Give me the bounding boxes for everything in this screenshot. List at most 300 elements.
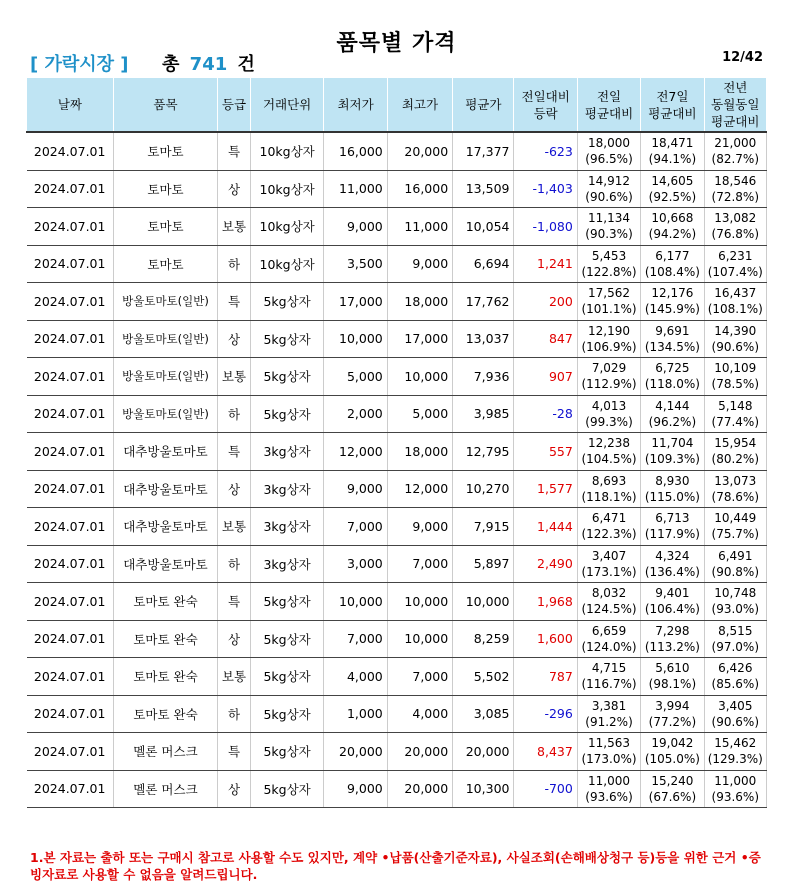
table-row <box>27 170 767 208</box>
prev-day-value: 11,563 <box>588 736 631 751</box>
cell-max-price: 17,000 <box>387 320 452 358</box>
cell-prev-7day <box>641 508 704 546</box>
cell-prev-day <box>577 733 640 771</box>
cell-date: 2024.07.01 <box>27 545 114 583</box>
prev-day-pct: (124.0%) <box>581 639 637 654</box>
cell-item: 멜론 머스크 <box>113 770 217 808</box>
table-row <box>27 245 767 283</box>
cell-grade: 보통 <box>218 208 251 246</box>
cell-prev-day <box>577 470 640 508</box>
table-row <box>27 132 767 170</box>
cell-min-price: 12,000 <box>324 433 387 471</box>
cell-prev-day <box>577 320 640 358</box>
prev-7day-value: 3,994 <box>655 698 690 713</box>
prev-day-value: 11,134 <box>588 211 631 226</box>
prev-7day-pct: (136.4%) <box>644 564 700 579</box>
cell-min-price: 9,000 <box>324 470 387 508</box>
cell-grade: 하 <box>218 395 251 433</box>
prev-7day-pct: (117.9%) <box>644 527 700 542</box>
column-header: 전년 동월동일 평균대비 <box>704 78 766 133</box>
cell-avg-price: 20,000 <box>453 733 514 771</box>
prev-year-pct: (97.0%) <box>711 639 760 654</box>
cell-grade: 특 <box>218 132 251 170</box>
prev-year-pct: (107.4%) <box>707 264 763 279</box>
cell-prev-year <box>704 208 766 246</box>
cell-unit: 5kg상자 <box>250 283 324 321</box>
table-row <box>27 358 767 396</box>
cell-max-price: 18,000 <box>387 433 452 471</box>
cell-avg-price: 7,936 <box>453 358 514 396</box>
cell-min-price: 4,000 <box>324 658 387 696</box>
cell-grade: 하 <box>218 245 251 283</box>
prev-year-value: 6,231 <box>718 248 753 263</box>
cell-prev-day <box>577 433 640 471</box>
cell-prev-7day <box>641 208 704 246</box>
table-row <box>27 695 767 733</box>
cell-prev-day <box>577 358 640 396</box>
cell-unit: 5kg상자 <box>250 770 324 808</box>
prev-day-pct: (124.5%) <box>581 602 637 617</box>
cell-grade: 특 <box>218 583 251 621</box>
cell-grade: 하 <box>218 545 251 583</box>
cell-item: 토마토 <box>113 208 217 246</box>
prev-7day-value: 6,177 <box>655 248 690 263</box>
cell-unit: 5kg상자 <box>250 395 324 433</box>
cell-prev-year <box>704 283 766 321</box>
prev-year-pct: (93.0%) <box>711 602 760 617</box>
prev-day-pct: (106.9%) <box>581 339 637 354</box>
cell-date: 2024.07.01 <box>27 508 114 546</box>
cell-min-price: 20,000 <box>324 733 387 771</box>
cell-date: 2024.07.01 <box>27 132 114 170</box>
total-prefix: 총 <box>162 54 180 75</box>
cell-unit: 10kg상자 <box>250 170 324 208</box>
cell-item: 대추방울토마토 <box>113 433 217 471</box>
cell-min-price: 10,000 <box>324 320 387 358</box>
cell-avg-price: 5,502 <box>453 658 514 696</box>
prev-day-value: 12,190 <box>588 323 631 338</box>
prev-7day-value: 6,725 <box>655 361 690 376</box>
cell-max-price: 10,000 <box>387 620 452 658</box>
prev-year-pct: (108.1%) <box>707 302 763 317</box>
cell-item: 멜론 머스크 <box>113 733 217 771</box>
prev-year-value: 13,082 <box>714 211 757 226</box>
prev-year-pct: (90.6%) <box>711 714 760 729</box>
table-row <box>27 658 767 696</box>
prev-7day-pct: (108.4%) <box>644 264 700 279</box>
cell-max-price: 9,000 <box>387 245 452 283</box>
cell-avg-price: 17,377 <box>453 132 514 170</box>
column-header: 전일대비 등락 <box>514 78 577 133</box>
cell-prev-day <box>577 245 640 283</box>
prev-7day-pct: (94.1%) <box>648 152 697 167</box>
cell-prev-year <box>704 733 766 771</box>
cell-max-price: 20,000 <box>387 132 452 170</box>
cell-prev-7day <box>641 583 704 621</box>
prev-day-value: 17,562 <box>588 286 631 301</box>
cell-grade: 상 <box>218 620 251 658</box>
prev-day-value: 11,000 <box>588 773 631 788</box>
cell-avg-price: 10,054 <box>453 208 514 246</box>
cell-unit: 3kg상자 <box>250 545 324 583</box>
cell-min-price: 9,000 <box>324 770 387 808</box>
cell-grade: 상 <box>218 170 251 208</box>
total-count <box>162 50 255 76</box>
cell-prev-7day <box>641 733 704 771</box>
cell-change: 1,577 <box>514 470 577 508</box>
cell-date: 2024.07.01 <box>27 433 114 471</box>
prev-7day-pct: (109.3%) <box>644 452 700 467</box>
prev-day-value: 4,013 <box>591 398 627 413</box>
prev-year-pct: (72.8%) <box>711 189 760 204</box>
cell-avg-price: 10,270 <box>453 470 514 508</box>
table-row <box>27 733 767 771</box>
cell-avg-price: 7,915 <box>453 508 514 546</box>
cell-max-price: 12,000 <box>387 470 452 508</box>
prev-year-pct: (93.6%) <box>711 789 760 804</box>
total-suffix: 건 <box>237 54 255 75</box>
cell-min-price: 11,000 <box>324 170 387 208</box>
prev-year-pct: (77.4%) <box>711 414 760 429</box>
prev-day-value: 4,715 <box>591 661 627 676</box>
cell-item: 대추방울토마토 <box>113 470 217 508</box>
cell-max-price: 16,000 <box>387 170 452 208</box>
cell-change: -623 <box>514 132 577 170</box>
prev-year-value: 21,000 <box>714 136 757 151</box>
cell-item: 토마토 <box>113 245 217 283</box>
cell-avg-price: 6,694 <box>453 245 514 283</box>
cell-prev-year <box>704 395 766 433</box>
cell-prev-year <box>704 770 766 808</box>
cell-prev-day <box>577 170 640 208</box>
cell-max-price: 10,000 <box>387 583 452 621</box>
cell-prev-year <box>704 620 766 658</box>
cell-prev-year <box>704 545 766 583</box>
cell-date: 2024.07.01 <box>27 583 114 621</box>
prev-7day-pct: (67.6%) <box>648 789 697 804</box>
cell-prev-day <box>577 545 640 583</box>
cell-prev-year <box>704 470 766 508</box>
market-label: [ 가락시장 ] <box>30 54 129 75</box>
cell-grade: 보통 <box>218 508 251 546</box>
column-header: 전7일 평균대비 <box>641 78 704 133</box>
cell-item: 토마토 완숙 <box>113 658 217 696</box>
prev-day-value: 6,471 <box>591 511 627 526</box>
prev-7day-value: 7,298 <box>655 623 690 638</box>
cell-min-price: 16,000 <box>324 132 387 170</box>
cell-date: 2024.07.01 <box>27 283 114 321</box>
cell-unit: 5kg상자 <box>250 658 324 696</box>
cell-date: 2024.07.01 <box>27 658 114 696</box>
cell-prev-day <box>577 283 640 321</box>
cell-change: -1,080 <box>514 208 577 246</box>
cell-prev-year <box>704 358 766 396</box>
cell-avg-price: 17,762 <box>453 283 514 321</box>
cell-change: -700 <box>514 770 577 808</box>
cell-change: -28 <box>514 395 577 433</box>
table-row <box>27 545 767 583</box>
cell-change: 8,437 <box>514 733 577 771</box>
cell-item: 방울토마토(일반) <box>113 358 217 396</box>
cell-prev-year <box>704 433 766 471</box>
prev-day-pct: (93.6%) <box>585 789 633 804</box>
prev-day-value: 7,029 <box>591 361 627 376</box>
column-header: 평균가 <box>453 78 514 133</box>
cell-prev-7day <box>641 433 704 471</box>
prev-day-value: 8,693 <box>591 473 627 488</box>
cell-change: 1,968 <box>514 583 577 621</box>
cell-max-price: 7,000 <box>387 545 452 583</box>
prev-7day-value: 15,240 <box>651 773 694 788</box>
column-header: 등급 <box>218 78 251 133</box>
cell-date: 2024.07.01 <box>27 733 114 771</box>
prev-year-value: 18,546 <box>714 173 757 188</box>
cell-unit: 10kg상자 <box>250 245 324 283</box>
cell-prev-year <box>704 245 766 283</box>
table-row <box>27 320 767 358</box>
prev-7day-pct: (105.0%) <box>644 752 700 767</box>
prev-7day-pct: (96.2%) <box>648 414 697 429</box>
prev-day-value: 6,659 <box>591 623 627 638</box>
cell-change: 557 <box>514 433 577 471</box>
prev-day-pct: (91.2%) <box>585 714 633 729</box>
cell-avg-price: 10,000 <box>453 583 514 621</box>
prev-7day-pct: (113.2%) <box>644 639 700 654</box>
prev-day-pct: (90.6%) <box>585 189 633 204</box>
cell-prev-year <box>704 583 766 621</box>
prev-7day-pct: (134.5%) <box>644 339 700 354</box>
cell-min-price: 2,000 <box>324 395 387 433</box>
cell-change: 2,490 <box>514 545 577 583</box>
table-row <box>27 770 767 808</box>
cell-prev-7day <box>641 658 704 696</box>
cell-avg-price: 5,897 <box>453 545 514 583</box>
cell-prev-day <box>577 583 640 621</box>
table-row <box>27 620 767 658</box>
prev-7day-value: 12,176 <box>651 286 694 301</box>
prev-day-pct: (104.5%) <box>581 452 637 467</box>
cell-avg-price: 13,509 <box>453 170 514 208</box>
prev-day-pct: (173.0%) <box>581 752 637 767</box>
cell-unit: 5kg상자 <box>250 695 324 733</box>
cell-unit: 3kg상자 <box>250 433 324 471</box>
page-indicator: 12/42 <box>722 50 763 65</box>
cell-date: 2024.07.01 <box>27 470 114 508</box>
cell-grade: 특 <box>218 433 251 471</box>
cell-unit: 5kg상자 <box>250 358 324 396</box>
cell-unit: 5kg상자 <box>250 583 324 621</box>
prev-day-value: 3,407 <box>591 548 627 563</box>
prev-day-value: 12,238 <box>588 436 631 451</box>
column-header: 거래단위 <box>250 78 324 133</box>
prev-year-value: 16,437 <box>714 286 757 301</box>
column-header: 최고가 <box>387 78 452 133</box>
cell-min-price: 7,000 <box>324 620 387 658</box>
prev-day-pct: (96.5%) <box>585 152 633 167</box>
prev-7day-value: 6,713 <box>655 511 690 526</box>
cell-max-price: 9,000 <box>387 508 452 546</box>
cell-max-price: 5,000 <box>387 395 452 433</box>
cell-unit: 3kg상자 <box>250 508 324 546</box>
prev-year-value: 15,462 <box>714 736 757 751</box>
cell-max-price: 4,000 <box>387 695 452 733</box>
cell-prev-day <box>577 395 640 433</box>
cell-change: -1,403 <box>514 170 577 208</box>
cell-min-price: 7,000 <box>324 508 387 546</box>
prev-year-value: 8,515 <box>718 623 753 638</box>
cell-min-price: 17,000 <box>324 283 387 321</box>
cell-prev-day <box>577 208 640 246</box>
cell-min-price: 10,000 <box>324 583 387 621</box>
cell-date: 2024.07.01 <box>27 245 114 283</box>
prev-7day-value: 19,042 <box>651 736 694 751</box>
cell-item: 토마토 완숙 <box>113 583 217 621</box>
prev-year-value: 13,073 <box>714 473 757 488</box>
cell-prev-day <box>577 132 640 170</box>
cell-prev-7day <box>641 620 704 658</box>
prev-7day-pct: (115.0%) <box>644 489 700 504</box>
cell-prev-7day <box>641 358 704 396</box>
total-count-value: 741 <box>189 54 228 75</box>
prev-year-value: 5,148 <box>718 398 753 413</box>
prev-7day-value: 11,704 <box>651 436 694 451</box>
prev-year-value: 11,000 <box>714 773 757 788</box>
cell-prev-day <box>577 620 640 658</box>
cell-date: 2024.07.01 <box>27 358 114 396</box>
table-body <box>27 132 767 808</box>
cell-avg-price: 3,985 <box>453 395 514 433</box>
prev-year-value: 10,109 <box>714 361 757 376</box>
cell-max-price: 20,000 <box>387 770 452 808</box>
prev-day-pct: (118.1%) <box>581 489 637 504</box>
prev-day-pct: (173.1%) <box>581 564 637 579</box>
prev-day-value: 8,032 <box>591 586 627 601</box>
cell-avg-price: 8,259 <box>453 620 514 658</box>
cell-item: 토마토 완숙 <box>113 695 217 733</box>
cell-unit: 10kg상자 <box>250 132 324 170</box>
column-header: 최저가 <box>324 78 387 133</box>
prev-7day-value: 5,610 <box>655 661 690 676</box>
prev-7day-pct: (106.4%) <box>644 602 700 617</box>
cell-prev-7day <box>641 320 704 358</box>
prev-7day-pct: (92.5%) <box>648 189 697 204</box>
cell-min-price: 3,500 <box>324 245 387 283</box>
cell-prev-day <box>577 770 640 808</box>
cell-prev-year <box>704 132 766 170</box>
prev-7day-value: 18,471 <box>651 136 694 151</box>
prev-year-pct: (129.3%) <box>707 752 763 767</box>
prev-7day-pct: (77.2%) <box>648 714 697 729</box>
cell-prev-day <box>577 658 640 696</box>
prev-7day-value: 4,144 <box>655 398 690 413</box>
cell-item: 대추방울토마토 <box>113 508 217 546</box>
cell-prev-year <box>704 320 766 358</box>
cell-prev-day <box>577 508 640 546</box>
cell-min-price: 5,000 <box>324 358 387 396</box>
cell-item: 토마토 완숙 <box>113 620 217 658</box>
footnote: 1.본 자료는 출하 또는 구매시 참고로 사용할 수도 있지만, 계약 •납품(산출기준자료), 사실조회(손해배상청구 등)등을 위한 근거 •증빙자료로 사용할 수 없음을 알려드립니다. <box>30 850 761 882</box>
cell-max-price: 7,000 <box>387 658 452 696</box>
cell-max-price: 11,000 <box>387 208 452 246</box>
prev-year-pct: (76.8%) <box>711 227 760 242</box>
prev-year-value: 10,748 <box>714 586 757 601</box>
table-row <box>27 470 767 508</box>
cell-grade: 특 <box>218 283 251 321</box>
cell-prev-7day <box>641 695 704 733</box>
prev-year-pct: (90.6%) <box>711 339 760 354</box>
cell-change: 907 <box>514 358 577 396</box>
cell-date: 2024.07.01 <box>27 320 114 358</box>
cell-unit: 10kg상자 <box>250 208 324 246</box>
cell-prev-year <box>704 695 766 733</box>
prev-7day-pct: (94.2%) <box>648 227 697 242</box>
cell-grade: 보통 <box>218 358 251 396</box>
column-header: 품목 <box>113 78 217 133</box>
prev-7day-value: 14,605 <box>651 173 694 188</box>
cell-grade: 하 <box>218 695 251 733</box>
prev-7day-pct: (118.0%) <box>644 377 700 392</box>
prev-year-value: 3,405 <box>718 698 753 713</box>
cell-avg-price: 12,795 <box>453 433 514 471</box>
price-table <box>26 77 767 808</box>
prev-day-pct: (122.3%) <box>581 527 637 542</box>
cell-grade: 특 <box>218 733 251 771</box>
cell-prev-7day <box>641 170 704 208</box>
cell-prev-7day <box>641 245 704 283</box>
cell-item: 방울토마토(일반) <box>113 320 217 358</box>
cell-change: -296 <box>514 695 577 733</box>
page-title: 품목별 가격 <box>336 31 457 56</box>
table-header-row <box>27 78 767 133</box>
cell-unit: 5kg상자 <box>250 733 324 771</box>
cell-item: 대추방울토마토 <box>113 545 217 583</box>
cell-prev-7day <box>641 132 704 170</box>
cell-min-price: 3,000 <box>324 545 387 583</box>
prev-day-value: 18,000 <box>588 136 631 151</box>
cell-prev-7day <box>641 770 704 808</box>
prev-year-pct: (82.7%) <box>711 152 760 167</box>
cell-item: 방울토마토(일반) <box>113 395 217 433</box>
cell-date: 2024.07.01 <box>27 170 114 208</box>
column-header: 날짜 <box>27 78 114 133</box>
cell-unit: 3kg상자 <box>250 470 324 508</box>
cell-date: 2024.07.01 <box>27 395 114 433</box>
cell-date: 2024.07.01 <box>27 620 114 658</box>
prev-year-pct: (75.7%) <box>711 527 760 542</box>
cell-change: 787 <box>514 658 577 696</box>
prev-year-pct: (78.6%) <box>711 489 760 504</box>
prev-day-pct: (99.3%) <box>585 414 633 429</box>
prev-7day-value: 10,668 <box>651 211 694 226</box>
prev-year-value: 14,390 <box>714 323 757 338</box>
prev-7day-pct: (145.9%) <box>644 302 700 317</box>
cell-change: 1,241 <box>514 245 577 283</box>
cell-prev-year <box>704 508 766 546</box>
prev-year-pct: (85.6%) <box>711 677 760 692</box>
prev-day-value: 14,912 <box>588 173 631 188</box>
table-row <box>27 583 767 621</box>
table-row <box>27 283 767 321</box>
cell-avg-price: 10,300 <box>453 770 514 808</box>
prev-day-value: 5,453 <box>591 248 627 263</box>
table-row <box>27 508 767 546</box>
prev-year-pct: (78.5%) <box>711 377 760 392</box>
cell-prev-year <box>704 658 766 696</box>
cell-min-price: 1,000 <box>324 695 387 733</box>
cell-prev-7day <box>641 545 704 583</box>
cell-min-price: 9,000 <box>324 208 387 246</box>
cell-prev-7day <box>641 283 704 321</box>
